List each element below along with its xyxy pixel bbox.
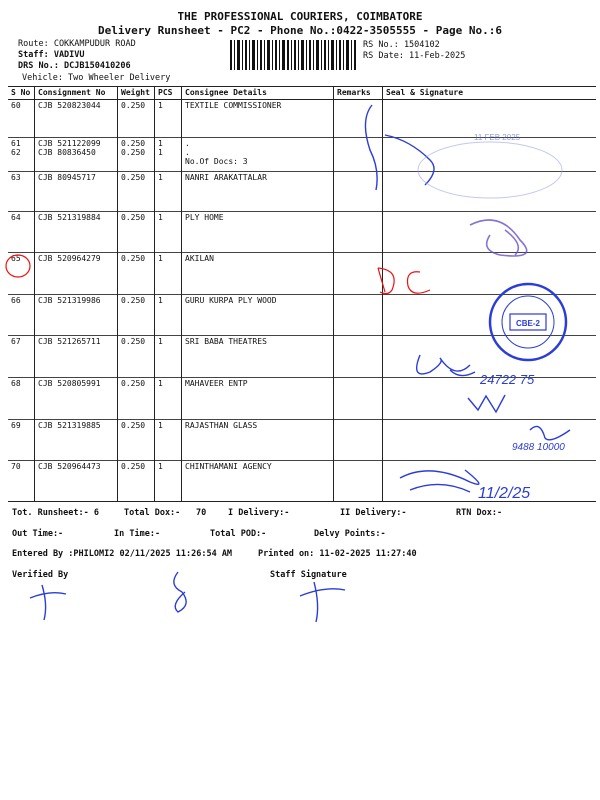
signature-squiggle [365,105,434,190]
cell-consignment: CJB 520805991 [35,378,118,420]
col-consignee: Consignee Details [182,87,334,100]
handwritten-note: 9488 10000 [512,442,565,453]
company-round-stamp [490,284,566,360]
drs-number: DRS No.: DCJB150410206 [18,61,131,71]
cell-pcs: 1 [155,253,182,295]
company-title: THE PROFESSIONAL COURIERS, COIMBATORE [177,10,423,23]
stamp-center-text: CBE-2 [515,319,541,328]
col-consignment: Consignment No [35,87,118,100]
cell-consignment: CJB 521319885 [35,420,118,461]
total-pod: Total POD:- [210,529,267,539]
red-circle-mark [6,255,30,277]
cell-sno: 70 [11,462,21,471]
printed-on: Printed on: 11-02-2025 11:27:40 [258,549,417,559]
cell-consignee: TEXTILE COMMISSIONER [182,100,334,138]
verified-signature [30,585,66,620]
purple-seal-mark [470,220,527,256]
out-time: Out Time:- [12,529,64,539]
cell-weight: 0.250 [118,378,155,420]
cell-weight: 0.250 [118,100,155,138]
cell-sno: 66 [11,296,21,305]
cell-sno: 64 [11,213,21,222]
handwritten-date: 11/2/25 [478,485,531,502]
date-stamp-1: 11 FEB 2025 [474,133,521,142]
cell-weight: 0.250 [118,336,155,378]
ii-delivery: II Delivery:- [340,508,407,518]
docs-count: No.Of Docs: 3 [185,157,248,166]
entered-by: Entered By :PHILOMI2 02/11/2025 11:26:54 AM [12,549,233,559]
rtn-dox: RTN Dox:- [456,508,503,518]
cell-weight: 0.250 [118,420,155,461]
cell-sno: 63 [11,173,21,182]
red-dc-mark [378,268,430,294]
cell-consignment: CJB 521319884 [35,212,118,253]
faded-stamp [418,142,562,198]
cell-pcs: 1 [155,461,182,502]
cell-pcs: 1 1 [155,138,182,172]
cell-consignment: CJB 521265711 [35,336,118,378]
cell-consignee: CHINTHAMANI AGENCY [182,461,334,502]
cell-consignment: CJB 520823044 [35,100,118,138]
cell-consignment: CJB 521122099 CJB 80836450 [35,138,118,172]
rs-number: RS No.: 1504102 [363,40,440,50]
total-runsheet: Tot. Runsheet:- 6 [12,508,99,518]
cell-weight: 0.250 0.250 [118,138,155,172]
cell-weight: 0.250 [118,295,155,336]
cell-sno: 65 [11,254,21,263]
cell-consignment: CJB 520964473 [35,461,118,502]
cell-pcs: 1 [155,100,182,138]
total-dox-label: Total Dox:- [124,508,181,518]
signature-row-68 [468,395,505,412]
cell-consignee: GURU KURPA PLY WOOD [182,295,334,336]
cell-sno: 61 62 [11,139,21,157]
cell-consignment: CJB 521319986 [35,295,118,336]
staff-signature-label: Staff Signature [270,570,347,580]
route-label: Route: COKKAMPUDUR ROAD [18,39,136,49]
cell-pcs: 1 [155,172,182,212]
in-time: In Time:- [114,529,161,539]
cell-sno: 68 [11,379,21,388]
staff-label: Staff: VADIVU [18,50,85,60]
cell-pcs: 1 [155,420,182,461]
cell-consignee: NANRI ARAKATTALAR [182,172,334,212]
col-weight: Weight [118,87,155,100]
middle-signature [174,572,186,612]
cell-weight: 0.250 [118,461,155,502]
cell-consignee: AKILAN [182,253,334,295]
col-pcs: PCS [155,87,182,100]
col-remarks: Remarks [334,87,383,100]
cell-consignment: CJB 80945717 [35,172,118,212]
cell-weight: 0.250 [118,212,155,253]
cell-consignee: PLY HOME [182,212,334,253]
cell-pcs: 1 [155,295,182,336]
cell-consignee: RAJASTHAN GLASS [182,420,334,461]
cell-sno: 67 [11,337,21,346]
handwritten-phone: 24722 75 [480,372,535,387]
staff-signature [300,582,345,622]
signature-row-67 [417,355,475,376]
cell-consignment: CJB 520964279 [35,253,118,295]
runsheet-subtitle: Delivery Runsheet - PC2 - Phone No.:0422-3505555 - Page No.:6 [98,24,502,37]
cell-pcs: 1 [155,212,182,253]
cell-consignee: MAHAVEER ENTP [182,378,334,420]
cell-consignee: SRI BABA THEATRES [182,336,334,378]
cell-consignee: . . No.Of Docs: 3 [182,138,334,172]
verified-by-label: Verified By [12,570,69,580]
rs-date: RS Date: 11-Feb-2025 [363,51,466,61]
cell-weight: 0.250 [118,172,155,212]
cell-pcs: 1 [155,336,182,378]
col-seal: Seal & Signature [383,87,597,100]
cell-pcs: 1 [155,378,182,420]
delivery-points: Delvy Points:- [314,529,386,539]
i-delivery: I Delivery:- [228,508,290,518]
total-dox-value: 70 [196,508,207,518]
vehicle-label: Vehicle: Two Wheeler Delivery [22,73,171,83]
signature-row-70 [400,470,479,492]
cell-sno: 60 [11,101,21,110]
col-sno: S No [8,87,35,100]
cell-sno: 69 [11,421,21,430]
signature-row-69 [530,426,570,439]
cell-weight: 0.250 [118,253,155,295]
